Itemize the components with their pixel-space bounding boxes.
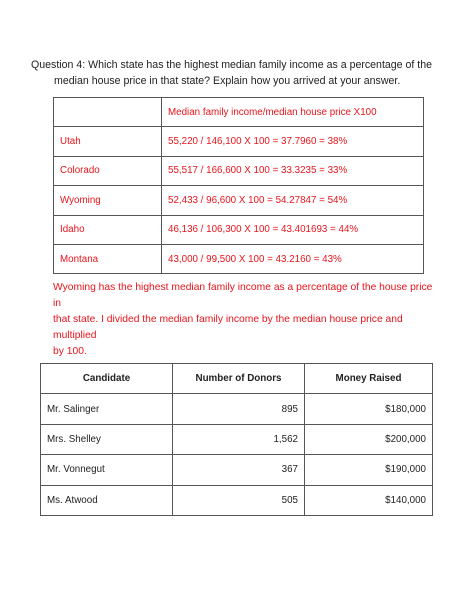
table-row [54,244,424,273]
table-row [41,394,433,424]
state-cell: Montana [54,244,162,273]
donors-cell: 367 [173,455,305,485]
donors-cell: 895 [173,394,305,424]
money-cell: $180,000 [305,394,433,424]
header-cell-empty [54,98,162,127]
table-row [54,156,424,185]
money-cell: $140,000 [305,485,433,515]
candidate-cell: Mr. Vonnegut [41,455,173,485]
table-row [41,455,433,485]
calculation-cell: 55,220 / 146,100 X 100 = 37.7960 = 38% [162,127,424,156]
table-row [54,186,424,215]
donors-cell: 1,562 [173,424,305,454]
state-cell: Colorado [54,156,162,185]
header-candidate: Candidate [41,364,173,394]
candidate-cell: Mrs. Shelley [41,424,173,454]
question-line-1: Question 4: Which state has the highest median family income as a percentage of the [31,59,433,71]
question-line-2: median house price in that state? Explain how you arrived at your answer. [54,75,401,87]
header-money: Money Raised [305,364,433,394]
table-header-row [54,98,424,127]
state-cell: Wyoming [54,186,162,215]
donors-cell: 505 [173,485,305,515]
candidate-cell: Mr. Salinger [41,394,173,424]
calculation-cell: 52,433 / 96,600 X 100 = 54.27847 = 54% [162,186,424,215]
calculation-cell: 55,517 / 166,600 X 100 = 33.3235 = 33% [162,156,424,185]
money-cell: $200,000 [305,424,433,454]
candidate-cell: Ms. Atwood [41,485,173,515]
answer-line-3: by 100. [53,346,87,357]
state-cell: Idaho [54,215,162,244]
money-cell: $190,000 [305,455,433,485]
question-text [31,57,431,89]
income-ratio-table [53,97,424,274]
calculation-cell: 43,000 / 99,500 X 100 = 43.2160 = 43% [162,244,424,273]
state-cell: Utah [54,127,162,156]
table-row [41,485,433,515]
donor-table [40,363,433,516]
header-cell-formula: Median family income/median house price X100 [162,98,424,127]
answer-text [53,280,438,360]
answer-line-1: Wyoming has the highest median family income as a percentage of the house price in [53,282,433,309]
table-row [54,127,424,156]
calculation-cell: 46,136 / 106,300 X 100 = 43.401693 = 44% [162,215,424,244]
table-row [54,215,424,244]
header-donors: Number of Donors [173,364,305,394]
table-row [41,424,433,454]
answer-line-2: that state. I divided the median family income by the median house price and multiplied [53,314,403,341]
table-header-row [41,364,433,394]
